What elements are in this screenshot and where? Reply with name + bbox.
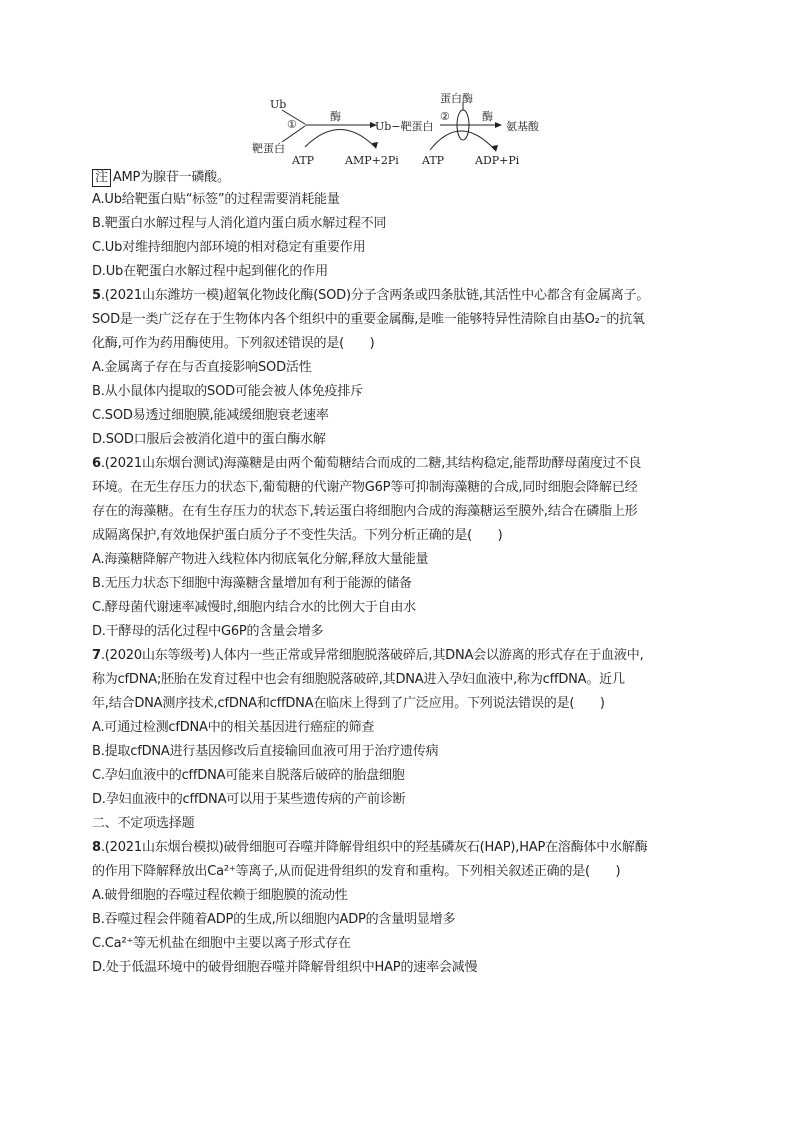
question-content (92, 170, 712, 980)
q8-option-c[interactable]: C.Ca²⁺等无机盐在细胞中主要以离子形式存在 (92, 936, 351, 951)
ubiquitin-pathway-diagram (250, 92, 540, 172)
label-ub-target: Ub−靶蛋白 (375, 120, 434, 133)
q8-option-a[interactable]: A.破骨细胞的吞噬过程依赖于细胞膜的流动性 (92, 888, 348, 903)
q7-option-c[interactable]: C.孕妇血液中的cffDNA可能来自脱落后破碎的胎盘细胞 (92, 768, 405, 783)
q7-option-a[interactable]: A.可通过检测cfDNA中的相关基因进行癌症的筛查 (92, 720, 375, 735)
q6-stem-line-2: 环境。在无生存压力的状态下,葡萄糖的代谢产物G6P等可抑制海藻糖的合成,同时细胞会降解已经 (92, 480, 638, 495)
q4-option-c[interactable]: C.Ub对维持细胞内部环境的相对稳定有重要作用 (92, 240, 366, 255)
q7-option-b[interactable]: B.提取cfDNA进行基因修改后直接输回血液可用于治疗遗传病 (92, 744, 439, 759)
q5-number: 5 (92, 288, 101, 303)
q6-stem-text-1: .(2021山东烟台测试)海藻糖是由两个葡萄糖结合而成的二糖,其结构稳定,能帮助酵母菌度过不良 (100, 456, 642, 471)
label-protease: 蛋白酶 (440, 92, 473, 105)
q5-option-c[interactable]: C.SOD易透过细胞膜,能减缓细胞衰老速率 (92, 408, 329, 423)
q5-stem-text-1: .(2021山东潍坊一模)超氧化物歧化酶(SOD)分子含两条或四条肽链,其活性中心都含有金属离子。 (100, 288, 650, 303)
q5-option-d[interactable]: D.SOD口服后会被消化道中的蛋白酶水解 (92, 432, 326, 447)
q4-option-d[interactable]: D.Ub在靶蛋白水解过程中起到催化的作用 (92, 264, 328, 279)
q7-stem-text-1: .(2020山东等级考)人体内一些正常或异常细胞脱落破碎后,其DNA会以游离的形式存在于血液中, (100, 648, 644, 663)
q7-stem-line-2: 称为cfDNA;胚胎在发育过程中也会有细胞脱落破碎,其DNA进入孕妇血液中,称为cffDNA。近几 (92, 672, 625, 687)
q6-option-d[interactable]: D.干酵母的活化过程中G6P的含量会增多 (92, 624, 324, 639)
q4-option-b[interactable]: B.靶蛋白水解过程与人消化道内蛋白质水解过程不同 (92, 216, 387, 231)
q8-stem-line-1 (92, 836, 712, 860)
q5-stem-line-2: SOD是一类广泛存在于生物体内各个组织中的重要金属酶,是唯一能够特异性清除自由基O₂⁻的抗氧 (92, 312, 645, 327)
q6-stem-line-4: 成隔离保护,有效地保护蛋白质分子不变性失活。下列分析正确的是( ) (92, 528, 503, 543)
label-step1: ① (287, 118, 297, 131)
q7-stem-line-3: 年,结合DNA测序技术,cfDNA和cffDNA在临床上得到了广泛应用。下列说法错误的是( ) (92, 696, 605, 711)
q5-stem-line-1 (92, 284, 712, 308)
q8-option-b[interactable]: B.吞噬过程会伴随着ADP的生成,所以细胞内ADP的含量明显增多 (92, 912, 456, 927)
label-target-protein: 靶蛋白 (252, 142, 285, 155)
q6-number: 6 (92, 456, 101, 471)
diagram-svg (250, 92, 540, 172)
label-step2: ② (440, 110, 450, 123)
label-atp1: ATP (292, 154, 315, 167)
q8-number: 8 (92, 840, 101, 855)
q4-option-a[interactable]: A.Ub给靶蛋白贴“标签”的过程需要消耗能量 (92, 192, 340, 207)
q8-stem-line-2: 的作用下降解释放出Ca²⁺等离子,从而促进骨组织的发育和重构。下列相关叙述正确的是( ) (92, 864, 621, 879)
q6-stem-line-3: 存在的海藻糖。在有生存压力的状态下,转运蛋白将细胞内合成的海藻糖运至膜外,结合在磷脂上形 (92, 504, 638, 519)
q5-option-a[interactable]: A.金属离子存在与否直接影响SOD活性 (92, 360, 312, 375)
q5-stem-line-3: 化酶,可作为药用酶使用。下列叙述错误的是( ) (92, 336, 375, 351)
q6-option-a[interactable]: A.海藻糖降解产物进入线粒体内彻底氧化分解,释放大量能量 (92, 552, 429, 567)
q7-option-d[interactable]: D.孕妇血液中的cffDNA可以用于某些遗传病的产前诊断 (92, 792, 406, 807)
section-heading: 二、不定项选择题 (92, 816, 195, 831)
q8-stem-text-1: .(2021山东烟台模拟)破骨细胞可吞噬并降解骨组织中的羟基磷灰石(HAP),HAP在溶酶体中水解酶 (100, 840, 648, 855)
q6-stem-line-1 (92, 452, 712, 476)
label-atp2: ATP (422, 154, 445, 167)
label-amp: AMP+2Pi (345, 154, 399, 167)
note-box: 注 (92, 169, 111, 187)
label-adp: ADP+Pi (475, 154, 520, 167)
q6-option-c[interactable]: C.酵母菌代谢速率减慢时,细胞内结合水的比例大于自由水 (92, 600, 416, 615)
q7-stem-line-1 (92, 644, 712, 668)
q6-option-b[interactable]: B.无压力状态下细胞中海藻糖含量增加有利于能源的储备 (92, 576, 412, 591)
q5-option-b[interactable]: B.从小鼠体内提取的SOD可能会被人体免疫排斥 (92, 384, 363, 399)
q8-option-d[interactable]: D.处于低温环境中的破骨细胞吞噬并降解骨组织中HAP的速率会减慢 (92, 960, 478, 975)
q7-number: 7 (92, 648, 101, 663)
label-enzyme2: 酶 (482, 110, 493, 123)
label-enzyme1: 酶 (330, 110, 341, 123)
note-text: AMP为腺苷一磷酸。 (112, 170, 230, 185)
diagram-note (92, 168, 712, 188)
label-ub: Ub (270, 98, 287, 111)
label-amino-acid: 氨基酸 (506, 120, 539, 133)
